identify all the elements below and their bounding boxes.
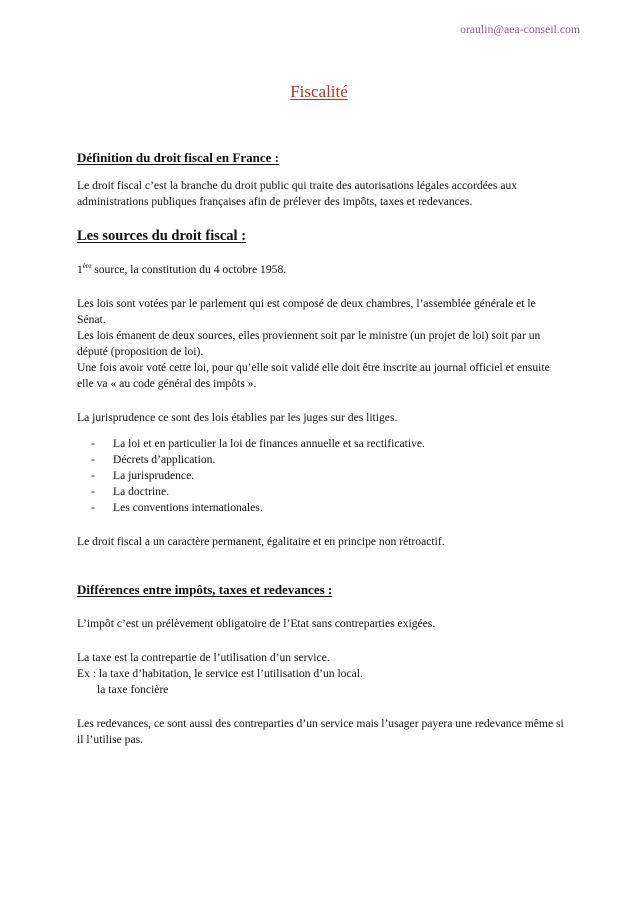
dash-bullet: - [91,453,95,466]
lois-line: Une fois avoir voté cette loi, pour qu’elle soit validé elle doit être inscrite au journal officiel et ensuite elle va « au code général des impôts ». [77,361,550,390]
sources-heading: Les sources du droit fiscal : [77,228,247,244]
list-item: - La doctrine. [91,485,170,498]
definition-text: Le droit fiscal c’est la branche du droit public qui traite des autorisations légales accordées aux administrations publiques françaises afin de prélever des impôts, taxes et redevances. [77,179,518,208]
sources-list [77,436,567,516]
differences-heading: Différences entre impôts, taxes et redevances : [77,582,333,597]
header-email: oraulin@aea-conseil.com [460,24,580,36]
document-body [77,150,567,748]
page-title: Fiscalité [290,82,348,101]
dash-bullet: - [91,501,95,514]
jurisprudence-text: La jurisprudence ce sont des lois établies par les juges sur des litiges. [77,411,398,424]
impot-text: L’impôt c’est un prélèvement obligatoire de l’Etat sans contreparties exigées. [77,617,436,630]
list-item: - La jurisprudence. [91,469,195,482]
taxe-fonciere: la taxe foncière [97,683,169,696]
list-item: - Décrets d’application. [91,453,216,466]
list-item: - La loi et en particulier la loi de finances annuelle et sa rectificative. [91,437,425,450]
caractere-text: Le droit fiscal a un caractère permanent, égalitaire et en principe non rétroactif. [77,535,445,548]
definition-heading: Définition du droit fiscal en France : [77,150,279,165]
redevances-text: Les redevances, ce sont aussi des contreparties d’un service mais l’usager payera une redevance même si il l’utilise pas. [77,717,564,746]
lois-line: Les lois émanent de deux sources, elles proviennent soit par le ministre (un projet de loi) soit par un député (proposition de loi). [77,329,541,358]
taxe-line: Ex : la taxe d’habitation, le service est l’utilisation d’un local. [77,667,363,680]
list-item: - Les conventions internationales. [91,501,263,514]
taxe-line: La taxe est la contrepartie de l’utilisation d’un service. [77,651,330,664]
dash-bullet: - [91,437,95,450]
dash-bullet: - [91,469,95,482]
first-source: 1ère source, la constitution du 4 octobre 1958. [77,262,287,276]
lois-line: Les lois sont votées par le parlement qui est composé de deux chambres, l’assemblée générale et le Sénat. [77,297,536,326]
taxe-paragraph [77,650,567,698]
dash-bullet: - [91,485,95,498]
lois-paragraph [77,296,567,392]
